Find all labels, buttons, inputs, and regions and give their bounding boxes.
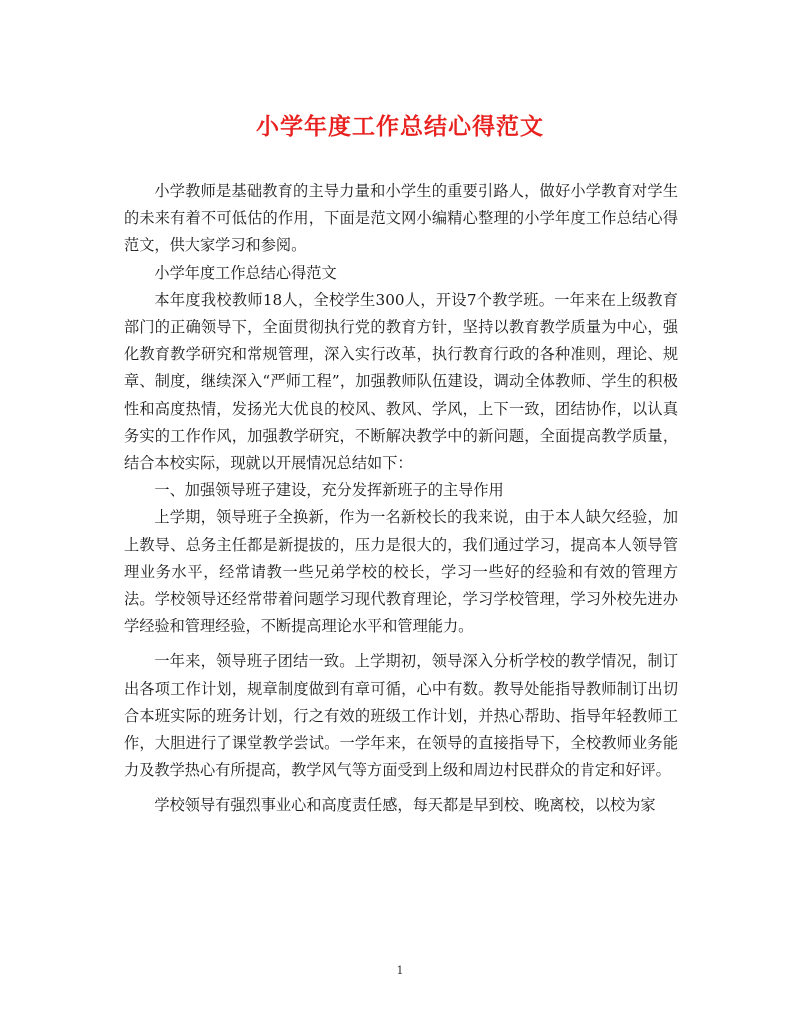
- page-number: 1: [396, 964, 404, 977]
- paragraph-leadership-unity: 一年来，领导班子团结一致。上学期初，领导深入分析学校的教学情况，制订出各项工作计划，规章制度做到有章可循，心中有数。教导处能指导教师制订出切合本班实际的班务计划，行之有效的班级工作计划，并热心帮助、指导年轻教师工作，大胆进行了课堂教学尝试。一学年来，在领导的直接指导下，全校教师业务能力及教学热心有所提高，教学风气等方面受到上级和周边村民群众的肯定和好评。: [124, 652, 678, 780]
- paragraph-subtitle: 小学年度工作总结心得范文: [154, 263, 337, 282]
- document-body: [124, 178, 678, 820]
- paragraph-intro: 小学教师是基础教育的主导力量和小学生的重要引路人，做好小学教育对学生的未来有着不可低估的作用，下面是范文网小编精心整理的小学年度工作总结心得范文，供大家学习和参阅。: [124, 182, 678, 255]
- paragraph-leadership-responsibility: 学校领导有强烈事业心和高度责任感，每天都是早到校、晚离校，以校为家: [154, 796, 656, 815]
- document-title: 小学年度工作总结心得范文: [256, 113, 544, 140]
- paragraph-leadership-learning: 上学期，领导班子全换新，作为一名新校长的我来说，由于本人缺欠经验，加上教导、总务主任都是新提拔的，压力是很大的，我们通过学习，提高本人领导管理业务水平，经常请教一些兄弟学校的校长，学习一些好的经验和有效的管理方法。学校领导还经常带着问题学习现代教育理论，学习学校管理，学习外校先进办学经验和管理经验，不断提高理论水平和管理能力。: [124, 508, 678, 636]
- section-heading-leadership: 一、加强领导班子建设，充分发挥新班子的主导作用: [154, 481, 504, 500]
- paragraph-school-overview: 本年度我校教师18人，全校学生300人，开设7个教学班。一年来在上级教育部门的正确领导下，全面贯彻执行党的教育方针，坚持以教育教学质量为中心，强化教育教学研究和常规管理，深入实行改革，执行教育行政的各种准则，理论、规章、制度，继续深入“严师工程”，加强教师队伍建设，调动全体教师、学生的积极性和高度热情，发扬光大优良的校风、教风、学风，上下一致，团结协作，以认真务实的工作作风，加强教学研究，不断解决教学中的新问题，全面提高教学质量，结合本校实际，现就以开展情况总结如下：: [124, 290, 678, 473]
